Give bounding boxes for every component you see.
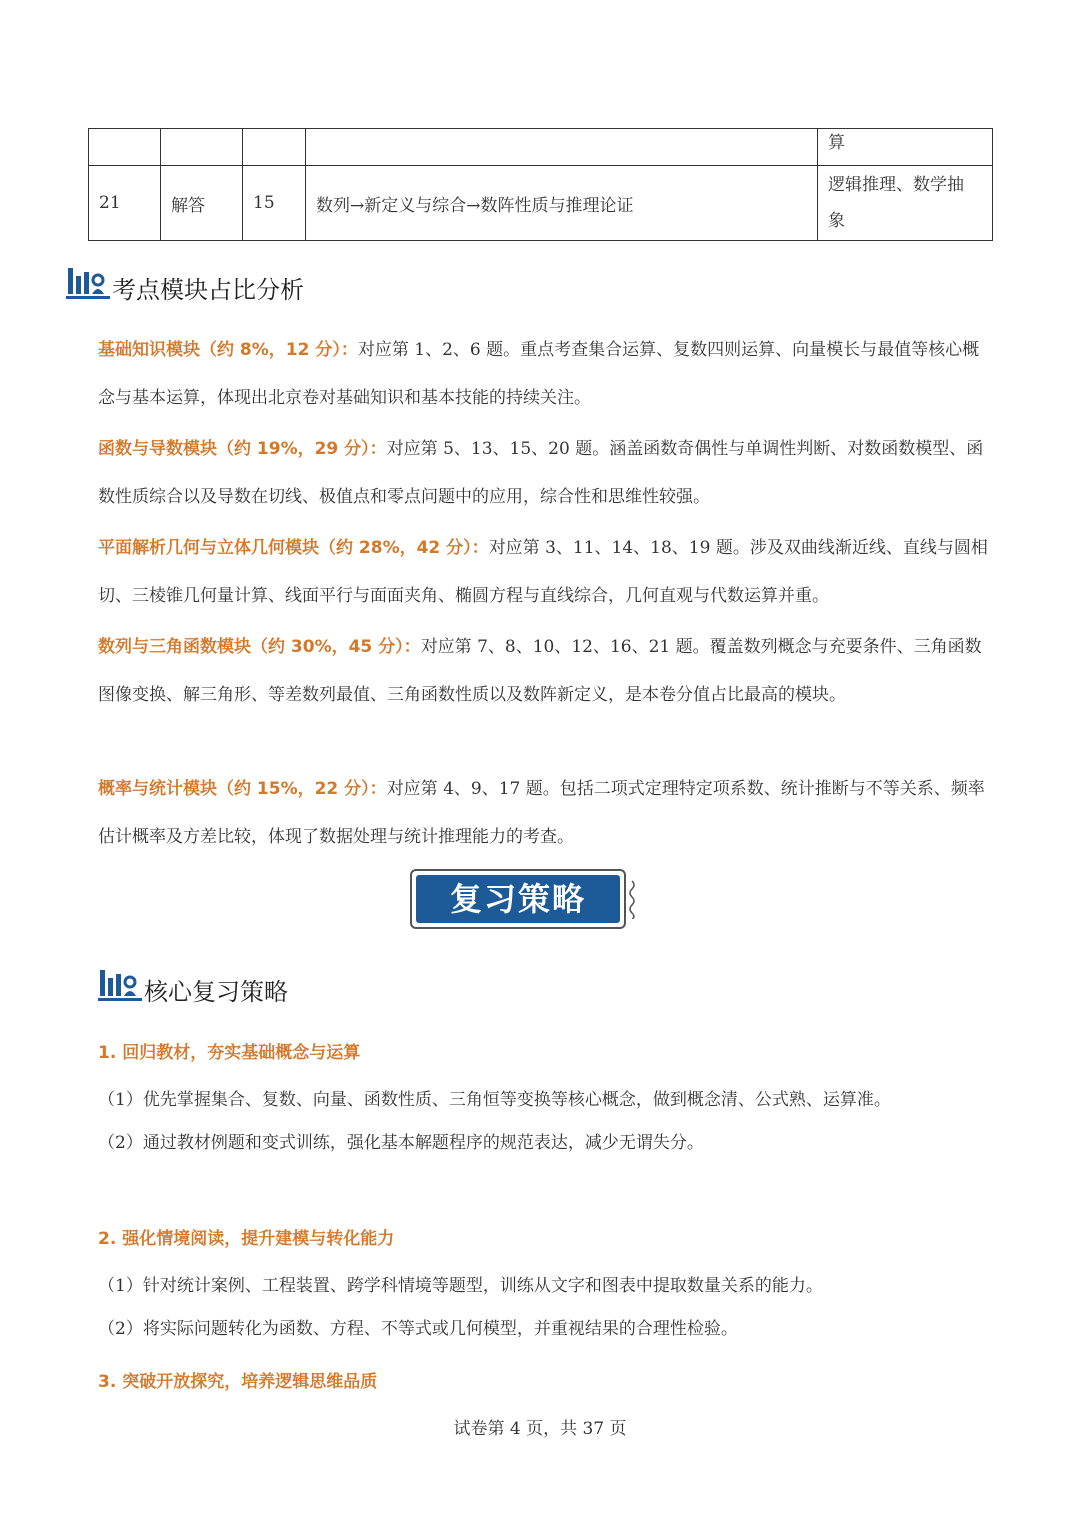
- strategy-heading: 1. 回归教材，夯实基础概念与运算: [98, 1043, 361, 1063]
- table-cell: 解答: [161, 166, 243, 241]
- table-cell: 15: [243, 166, 306, 241]
- module-paragraph: [98, 425, 988, 521]
- module-text: 对应第 4、9、17 题。包括二项式定理特定项系数、统计推断与不等关系、频率估计概率及方差比较，体现了数据处理与统计推理能力的考查。: [98, 779, 985, 847]
- page-footer: 试卷第 4 页，共 37 页: [453, 1419, 627, 1439]
- question-table: [88, 128, 993, 241]
- module-text: 对应第 5、13、15、20 题。涵盖函数奇偶性与单调性判断、对数函数模型、函数性质综合以及导数在切线、极值点和零点问题中的应用，综合性和思维性较强。: [98, 439, 984, 507]
- table-cell: [161, 129, 243, 166]
- module-label: 平面解析几何与立体几何模块（约 28%，42 分）：: [98, 538, 489, 558]
- section-title: 核心复习策略: [144, 978, 288, 1006]
- module-label: 函数与导数模块（约 19%，29 分）：: [98, 439, 387, 459]
- table-cell: [243, 129, 306, 166]
- review-strategy-badge: [410, 869, 626, 929]
- module-paragraph: [98, 765, 988, 861]
- strategy-item: （1）优先掌握集合、复数、向量、函数性质、三角恒等变换等核心概念，做到概念清、公式熟、运算准。: [98, 1090, 891, 1110]
- section-title: 考点模块占比分析: [112, 276, 304, 304]
- table-cell: [306, 129, 818, 166]
- strategy-item: （1）针对统计案例、工程装置、跨学科情境等题型，训练从文字和图表中提取数量关系的能力。: [98, 1276, 823, 1296]
- badge-label: 复习策略: [416, 875, 620, 923]
- bar-chart-person-icon: [98, 966, 144, 1004]
- table-cell: 21: [89, 166, 161, 241]
- table-cell: [89, 129, 161, 166]
- cell-line: 象: [828, 211, 845, 231]
- module-text: 对应第 1、2、6 题。重点考查集合运算、复数四则运算、向量模长与最值等核心概念与基本运算，体现出北京卷对基础知识和基本技能的持续关注。: [98, 340, 980, 408]
- table-cell: [818, 166, 993, 241]
- table-cell: 算: [818, 129, 993, 166]
- module-text: 对应第 7、8、10、12、16、21 题。覆盖数列概念与充要条件、三角函数图像变换、解三角形、等差数列最值、三角函数性质以及数阵新定义，是本卷分值占比最高的模块。: [98, 637, 982, 705]
- table-cell: 数列→新定义与综合→数阵性质与推理论证: [306, 166, 818, 241]
- cell-line: 逻辑推理、数学抽: [828, 175, 964, 195]
- strategy-item: （2）将实际问题转化为函数、方程、不等式或几何模型，并重视结果的合理性检验。: [98, 1319, 738, 1339]
- strategy-item: （2）通过教材例题和变式训练，强化基本解题程序的规范表达，减少无谓失分。: [98, 1133, 704, 1153]
- module-paragraph: [98, 524, 988, 620]
- module-paragraph: [98, 623, 988, 719]
- module-label: 基础知识模块（约 8%，12 分）：: [98, 340, 358, 360]
- module-paragraph: [98, 326, 988, 422]
- bar-chart-person-icon: [66, 264, 112, 302]
- table-row: [89, 129, 993, 166]
- module-label: 概率与统计模块（约 15%，22 分）：: [98, 779, 387, 799]
- module-text: 对应第 3、11、14、18、19 题。涉及双曲线渐近线、直线与圆相切、三棱锥几何量计算、线面平行与面面夹角、椭圆方程与直线综合，几何直观与代数运算并重。: [98, 538, 988, 606]
- module-label: 数列与三角函数模块（约 30%，45 分）：: [98, 637, 421, 657]
- strategy-heading: 2. 强化情境阅读，提升建模与转化能力: [98, 1229, 395, 1249]
- wave-decoration-icon: [626, 879, 638, 919]
- strategy-heading: 3. 突破开放探究，培养逻辑思维品质: [98, 1372, 378, 1392]
- table-row: [89, 166, 993, 241]
